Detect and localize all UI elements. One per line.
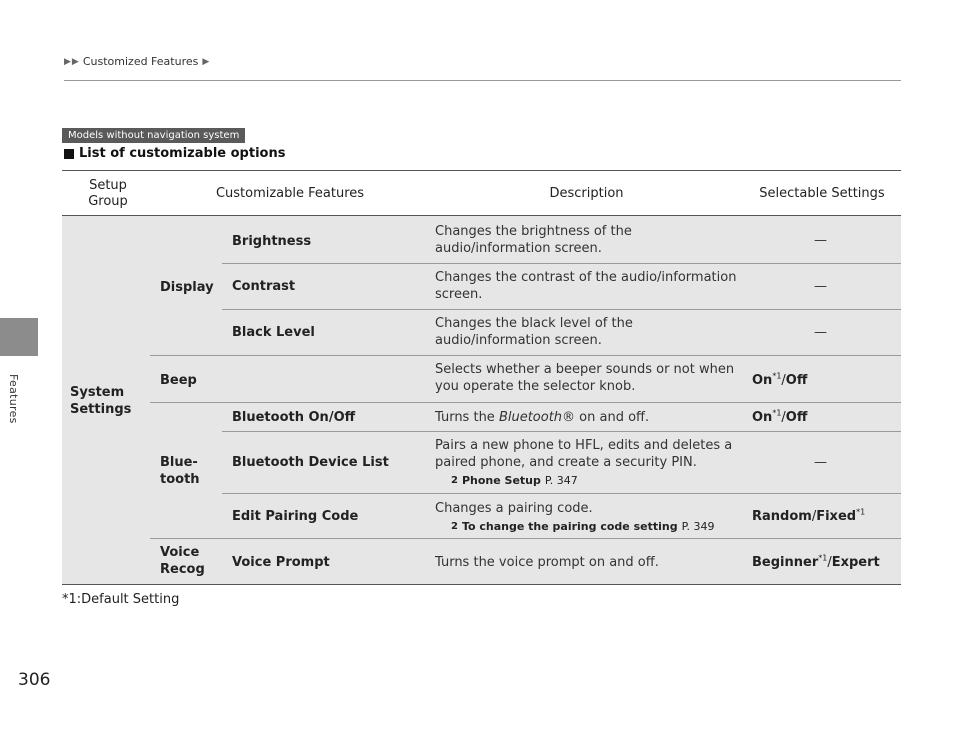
chapter-tab-marker xyxy=(0,318,38,356)
feature-brightness: Brightness xyxy=(232,234,312,249)
setting-beginner-expert: Beginner$^{*1}$/Expert xyxy=(752,553,880,570)
row-divider xyxy=(222,431,901,432)
triangle-arrow-icon: ▶ xyxy=(202,56,210,67)
setting-none: — xyxy=(814,325,827,340)
section-title-text: List of customizable options xyxy=(79,146,286,161)
feature-black-level: Black Level xyxy=(232,325,315,340)
reference-arrow-icon: 2 xyxy=(451,475,458,486)
description-cell: Turns the Bluetooth® on and off. xyxy=(435,410,650,425)
model-badge: Models without navigation system xyxy=(62,128,245,143)
description-cell: Changes the black level of the audio/information screen. xyxy=(435,316,633,348)
row-divider xyxy=(150,355,901,356)
feature-voice-prompt: Voice Prompt xyxy=(232,555,330,570)
subgroup-bluetooth: Blue- tooth xyxy=(160,455,200,487)
row-divider xyxy=(222,309,901,310)
square-bullet-icon xyxy=(64,149,74,159)
header-setup-group: Setup Group xyxy=(88,178,128,209)
breadcrumb-label[interactable]: Customized Features xyxy=(82,55,199,68)
triangle-arrow-icon: ▶ xyxy=(64,56,71,67)
feature-bluetooth-device-list: Bluetooth Device List xyxy=(232,455,389,470)
header-divider xyxy=(64,80,901,81)
subgroup-beep: Beep xyxy=(160,373,197,388)
table-bottom-rule xyxy=(62,584,901,585)
setting-on-off: On$^{*1}$/Off xyxy=(752,371,808,388)
feature-contrast: Contrast xyxy=(232,279,296,294)
breadcrumb xyxy=(64,55,209,68)
section-title xyxy=(64,146,285,161)
row-divider xyxy=(150,402,901,403)
feature-edit-pairing-code: Edit Pairing Code xyxy=(232,509,359,524)
description-cell: Changes the contrast of the audio/information screen. xyxy=(435,270,737,302)
description-cell: Changes a pairing code. 2 To change the pairing code setting P. 349 xyxy=(435,500,740,535)
table-top-rule xyxy=(62,170,901,171)
description-cell: Changes the brightness of the audio/information screen. xyxy=(435,224,632,256)
description-cell: Selects whether a beeper sounds or not when you operate the selector knob. xyxy=(435,362,735,394)
subgroup-display: Display xyxy=(160,280,214,295)
setting-none: — xyxy=(814,233,827,248)
row-divider xyxy=(150,538,901,539)
subgroup-voice-recog: Voice Recog xyxy=(160,545,205,577)
footnote: *1:Default Setting xyxy=(62,592,180,607)
description-cell: Pairs a new phone to HFL, edits and deletes a paired phone, and create a security PIN. 2 Phone Setup P. 347 xyxy=(435,437,740,489)
cross-reference[interactable]: 2 Phone Setup P. 347 xyxy=(451,474,578,487)
reference-arrow-icon: 2 xyxy=(451,521,458,532)
page-number: 306 xyxy=(18,670,51,690)
setting-none: — xyxy=(814,455,827,470)
cross-reference[interactable]: 2 To change the pairing code setting P. 349 xyxy=(451,520,715,533)
setting-none: — xyxy=(814,279,827,294)
header-customizable-features: Customizable Features xyxy=(215,186,365,201)
feature-bluetooth-on-off: Bluetooth On/Off xyxy=(232,410,356,425)
row-divider xyxy=(222,493,901,494)
group-system-settings: System Settings xyxy=(70,385,132,417)
setting-random-fixed: Random/Fixed$^{*1}$ xyxy=(752,507,866,524)
row-divider xyxy=(222,263,901,264)
chapter-tab-label: Features xyxy=(7,374,20,424)
description-cell: Turns the voice prompt on and off. xyxy=(435,555,659,570)
header-selectable-settings: Selectable Settings xyxy=(759,186,885,201)
triangle-arrow-icon: ▶ xyxy=(71,56,79,67)
setting-on-off: On$^{*1}$/Off xyxy=(752,408,808,425)
header-description: Description xyxy=(549,186,624,201)
